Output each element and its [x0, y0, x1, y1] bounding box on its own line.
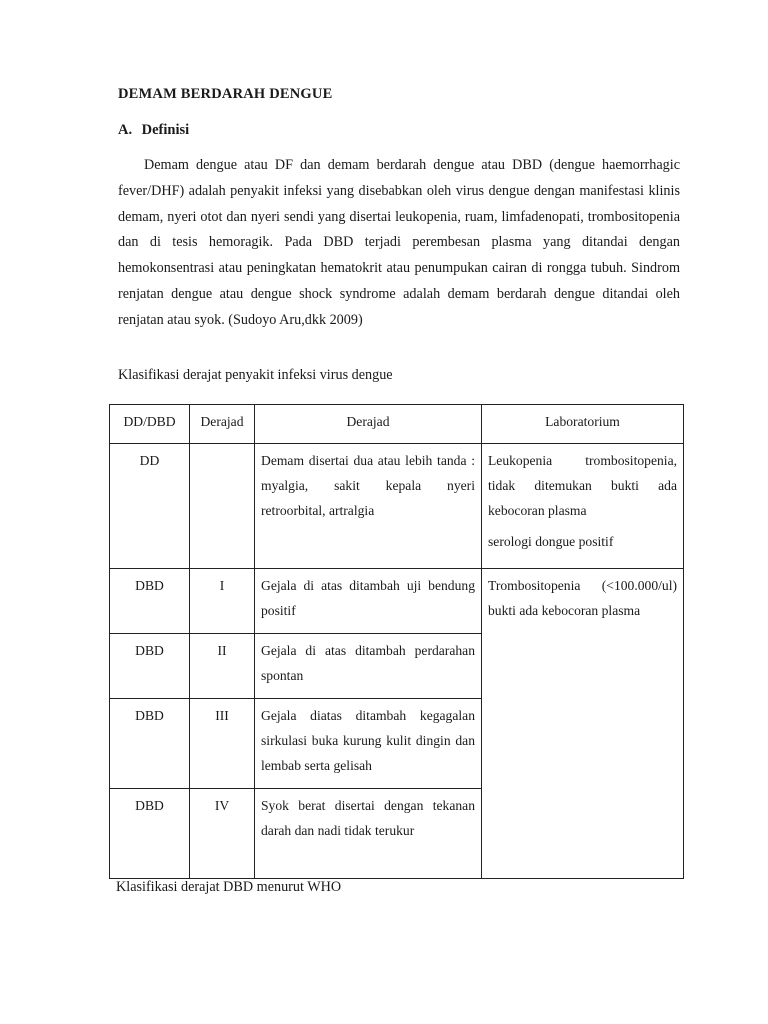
description-cell: Gejala di atas ditambah uji bendung positif	[255, 569, 482, 634]
lab-text: Leukopenia trombositopenia, tidak ditemukan bukti ada kebocoran plasma	[488, 453, 677, 518]
type-cell: DBD	[110, 789, 190, 879]
footer-caption: Klasifikasi derajat DBD menurut WHO	[116, 879, 342, 895]
description-cell: Demam disertai dua atau lebih tanda : myalgia, sakit kepala nyeri retroorbital, artralgia	[255, 444, 482, 569]
header-cell: Derajad	[255, 405, 482, 444]
type-cell: DBD	[110, 634, 190, 699]
lab-cell	[482, 444, 684, 569]
header-cell: Laboratorium	[482, 405, 684, 444]
lab-cell	[482, 569, 684, 879]
lab-text: serologi dongue positif	[488, 534, 614, 549]
table-header-row	[110, 405, 684, 444]
table-caption: Klasifikasi derajat penyakit infeksi virus dengue	[118, 367, 393, 383]
header-cell: Derajad	[190, 405, 255, 444]
definition-paragraph: Demam dengue atau DF dan demam berdarah dengue atau DBD (dengue haemorrhagic fever/DHF) adalah penyakit infeksi yang disebabkan oleh virus dengue dengan manifestasi klinis demam, nyeri otot dan nyeri sendi yang disertai leukopenia, ruam, limfadenopati, trombositopenia dan di tesis hemoragik. Pada DBD terjadi perembesan plasma yang ditandai dengan hemokonsentrasi atau peningkatan hematokrit atau penumpukan cairan di rongga tubuh. Sindrom renjatan dengue atau dengue shock syndrome adalah demam berdarah dengue ditandai oleh renjatan atau syok. (Sudoyo Aru,dkk 2009)	[118, 157, 680, 328]
description-cell: Gejala diatas ditambah kegagalan sirkulasi buka kurung kulit dingin dan lembab serta gelisah	[255, 699, 482, 789]
description-cell: Syok berat disertai dengan tekanan darah dan nadi tidak terukur	[255, 789, 482, 879]
grade-cell: IV	[190, 789, 255, 879]
table-row	[110, 444, 684, 569]
table-row	[110, 569, 684, 634]
section-number: A.	[118, 122, 133, 138]
header-cell: DD/DBD	[110, 405, 190, 444]
grade-cell: II	[190, 634, 255, 699]
grade-cell	[190, 444, 255, 569]
document-title: DEMAM BERDARAH DENGUE	[118, 86, 333, 102]
type-cell: DD	[110, 444, 190, 569]
description-cell: Gejala di atas ditambah perdarahan spontan	[255, 634, 482, 699]
classification-table	[109, 404, 684, 879]
type-cell: DBD	[110, 569, 190, 634]
type-cell: DBD	[110, 699, 190, 789]
grade-cell: III	[190, 699, 255, 789]
grade-cell: I	[190, 569, 255, 634]
section-label: Definisi	[141, 122, 190, 138]
lab-text: Trombositopenia (<100.000/ul) bukti ada kebocoran plasma	[488, 578, 677, 618]
section-heading	[118, 122, 189, 139]
